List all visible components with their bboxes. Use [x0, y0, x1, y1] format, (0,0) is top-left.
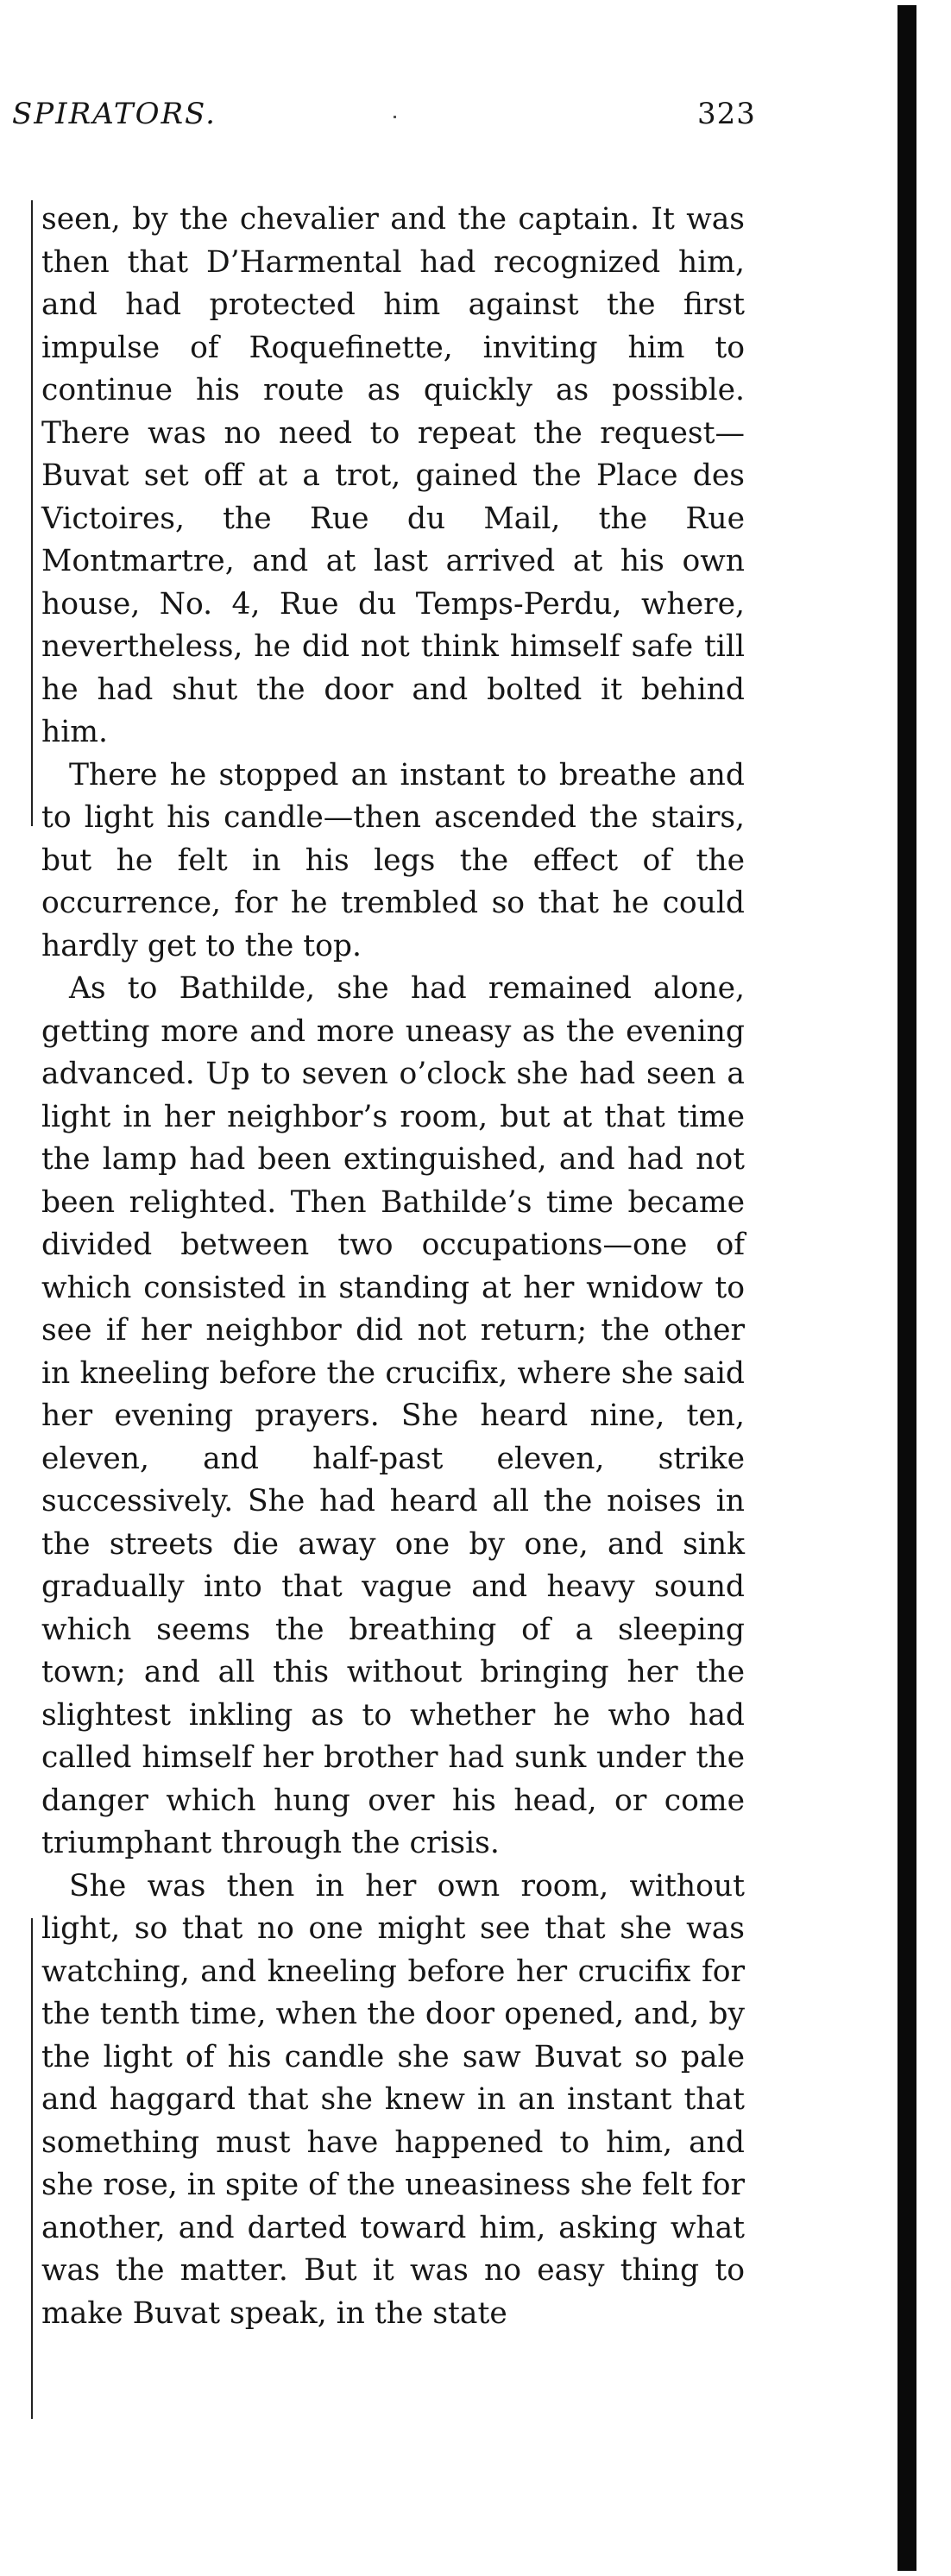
header-dot-mark [394, 116, 396, 118]
paragraph-2: There he stopped an instant to breathe and to light his candle—then ascended the stairs, but he felt in his legs the effect of the occurrence, for he trembled so that he could hardly get to the top. [41, 757, 745, 963]
left-margin-rule-top [31, 200, 33, 826]
running-head: SPIRATORS. [12, 97, 217, 131]
left-margin-rule-bottom [31, 1918, 33, 2419]
page-edge-bar [897, 5, 916, 2571]
paragraph-1: seen, by the chevalier and the captain. It was then that D’Harmental had recognized him, and had protected him against the first impulse of Roquefinette, inviting him to continue his route as quickly as possible. There was no need to repeat the request—Buvat set off at a trot, gained the Place des Victoires, the Rue du Mail, the Rue Montmartre, and at last arrived at his own house, No. 4, Rue du Temps-Perdu, where, nevertheless, he did not think himself safe till he had shut the door and bolted it behind him. [41, 202, 745, 749]
body-text [41, 199, 745, 2335]
paragraph-4: She was then in her own room, without light, so that no one might see that she was watching, and kneeling before her crucifix for the tenth time, when the door opened, and, by the light of his candle she saw Buvat so pale and haggard that she knew in an instant that something must have happened to him, and she rose, in spite of the uneasiness she felt for another, and darted toward him, asking what was the matter. But it was no easy thing to make Buvat speak, in the state [41, 1868, 745, 2331]
paragraph-3: As to Bathilde, she had remained alone, getting more and more uneasy as the evening advanced. Up to seven o’clock she had seen a light in her neighbor’s room, but at that time the lamp had been extinguished, and had not been relighted. Then Bathilde’s time became divided between two occupations—one of which consisted in standing at her wnidow to see if her neighbor did not return; the other in kneeling before the crucifix, where she said her evening prayers. She heard nine, ten, eleven, and half-past eleven, strike successively. She had heard all the noises in the streets die away one by one, and sink gradually into that vague and heavy sound which seems the breathing of a sleeping town; and all this without bringing her the slightest inkling as to whether he who had called himself her brother had sunk under the danger which hung over his head, or come triumphant through the crisis. [41, 971, 745, 1860]
page-header [0, 97, 951, 140]
page-number: 323 [697, 97, 756, 131]
